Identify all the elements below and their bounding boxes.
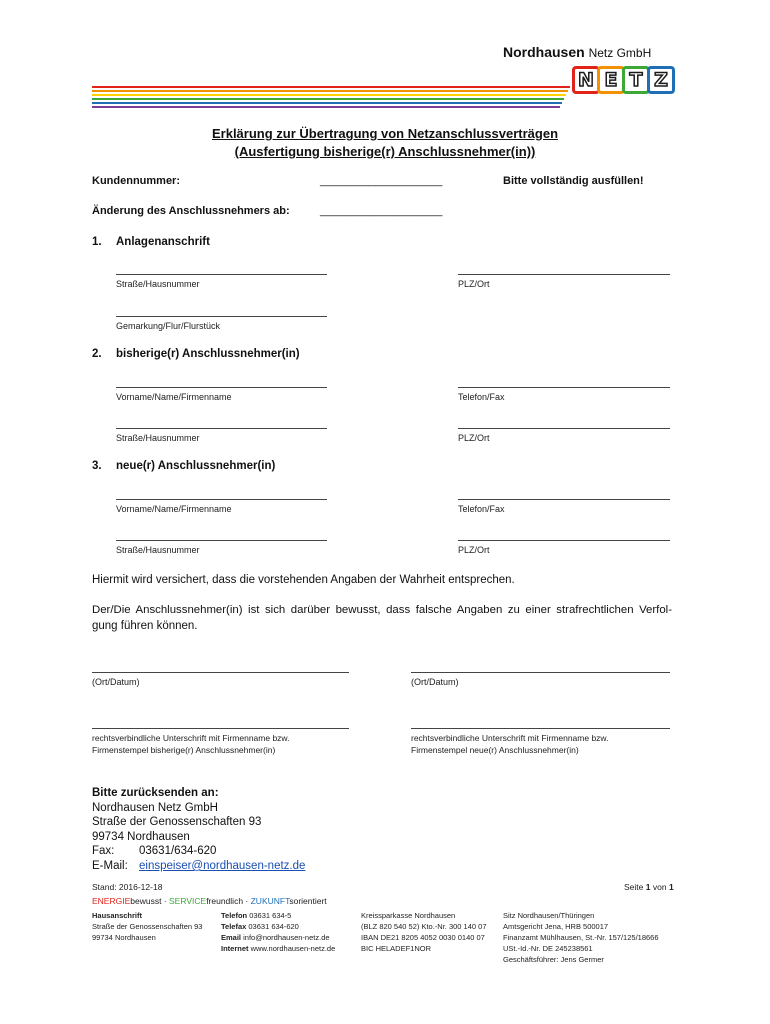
slogan-zukunft: ZUKUNFT: [250, 896, 290, 906]
declaration-text-2a: Der/Die Anschlussnehmer(in) ist sich darüber bewusst, dass falsche Angaben zu einer strafrechtlichen Verfol-: [92, 604, 672, 616]
section2-title: bisherige(r) Anschlussnehmer(in): [116, 348, 300, 360]
footer-col-address: [92, 910, 202, 943]
document-title-line2: (Ausfertigung bisherige(r) Anschlussnehmer(in)): [234, 144, 536, 159]
footer-phone-key: Telefon: [221, 911, 248, 920]
section3-street-field[interactable]: [116, 540, 327, 541]
footer-email-key: Email: [221, 933, 242, 942]
section3-city-field[interactable]: [458, 540, 670, 541]
footer-bank-bic: BIC HELADEF1NOR: [361, 944, 432, 953]
netz-logo-letter-t: T: [622, 66, 650, 94]
return-email-label: E-Mail:: [92, 859, 128, 872]
section1-number: 1.: [92, 236, 102, 248]
signature-left-label-2: Firmenstempel bisherige(r) Anschlussnehmer(in): [92, 745, 276, 755]
section1-city-label: PLZ/Ort: [458, 279, 490, 289]
section2-phone-field[interactable]: [458, 387, 670, 388]
footer-fax: [221, 921, 335, 932]
brand-rest: Netz GmbH: [588, 46, 652, 60]
footer-bank-iban: IBAN DE21 8205 4052 0030 0140 07: [361, 933, 485, 942]
header-stripe: [92, 90, 568, 92]
section3-phone-field[interactable]: [458, 499, 670, 500]
brand-name: [503, 44, 651, 60]
footer-web-key: Internet: [221, 944, 249, 953]
netz-logo-letter-n: N: [572, 66, 600, 94]
page-current: 1: [645, 882, 651, 892]
return-fax-value: 03631/634-620: [139, 845, 217, 858]
footer-col-contact: [221, 910, 335, 954]
section2-street-label: Straße/Hausnummer: [116, 433, 200, 443]
footer-web: [221, 943, 335, 954]
section1-parcel-field[interactable]: [116, 316, 327, 317]
footer-bank-name: Kreissparkasse Nordhausen: [361, 911, 456, 920]
footer-email: [221, 932, 335, 943]
section3-name-label: Vorname/Name/Firmenname: [116, 504, 232, 514]
footer-court: Amtsgericht Jena, HRB 500017: [503, 922, 609, 931]
section1-title: Anlagenanschrift: [116, 236, 210, 248]
slogan-text-1: bewusst ·: [130, 896, 170, 906]
signature-right-field[interactable]: [411, 728, 670, 729]
complete-note: Bitte vollständig ausfüllen!: [503, 175, 644, 187]
return-email: [92, 859, 305, 874]
footer-fax-value: 03631 634-620: [248, 922, 299, 931]
section3-title: neue(r) Anschlussnehmer(in): [116, 460, 276, 472]
slogan-text-3: sorientiert: [289, 896, 327, 906]
return-heading: Bitte zurücksenden an:: [92, 787, 219, 799]
header-stripe: [92, 98, 564, 100]
netz-logo-letter-e: E: [597, 66, 625, 94]
section3-number: 3.: [92, 460, 102, 472]
declaration-text-2b: gung führen können.: [92, 620, 198, 632]
footer-email-value[interactable]: info@nordhausen-netz.de: [243, 933, 330, 942]
section1-city-field[interactable]: [458, 274, 670, 275]
section1-parcel-label: Gemarkung/Flur/Flurstück: [116, 321, 221, 331]
place-date-right-field[interactable]: [411, 672, 670, 673]
brand-bold: Nordhausen: [503, 44, 585, 60]
section2-number: 2.: [92, 348, 102, 360]
page-prefix: Seite: [624, 882, 644, 892]
page-total: 1: [668, 882, 674, 892]
section3-phone-label: Telefon/Fax: [458, 504, 505, 514]
footer-vat-id: USt.-Id.-Nr. DE 245238561: [503, 944, 593, 953]
footer-col-bank: [361, 910, 487, 954]
footer-web-value[interactable]: www.nordhausen-netz.de: [250, 944, 336, 953]
footer-tax-office: Finanzamt Mühlhausen, St.-Nr. 157/125/18666: [503, 933, 659, 942]
header-stripe: [92, 102, 562, 104]
header-stripe: [92, 94, 566, 96]
footer-bank-account: (BLZ 820 540 52) Kto.-Nr. 300 140 07: [361, 922, 487, 931]
section2-name-field[interactable]: [116, 387, 327, 388]
change-date-label: Änderung des Anschlussnehmers ab:: [92, 205, 290, 217]
signature-right-label-2: Firmenstempel neue(r) Anschlussnehmer(in): [411, 745, 579, 755]
footer-address-street: Straße der Genossenschaften 93: [92, 922, 203, 931]
slogan-energie: ENERGIE: [92, 896, 131, 906]
footer-seat: Sitz Nordhausen/Thüringen: [503, 911, 595, 920]
footer-col-legal: [503, 910, 659, 965]
footer-address-heading: Hausanschrift: [92, 911, 143, 920]
return-address: [92, 786, 305, 874]
section1-street-label: Straße/Hausnummer: [116, 279, 200, 289]
section2-city-field[interactable]: [458, 428, 670, 429]
section3-name-field[interactable]: [116, 499, 327, 500]
return-city: 99734 Nordhausen: [92, 830, 190, 843]
signature-left-label-1: rechtsverbindliche Unterschrift mit Firmenname bzw.: [92, 733, 290, 743]
place-date-left-field[interactable]: [92, 672, 349, 673]
section3-street-label: Straße/Hausnummer: [116, 545, 200, 555]
footer-page-number: [624, 882, 674, 893]
place-date-right-label: (Ort/Datum): [411, 677, 459, 687]
netz-logo-letter-z: Z: [647, 66, 675, 94]
section2-street-field[interactable]: [116, 428, 327, 429]
section1-street-field[interactable]: [116, 274, 327, 275]
page-mid: von: [652, 882, 667, 892]
return-fax: [92, 844, 305, 859]
signature-right-label-1: rechtsverbindliche Unterschrift mit Firmenname bzw.: [411, 733, 609, 743]
footer-phone: [221, 910, 335, 921]
declaration-text-1: Hiermit wird versichert, dass die vorstehenden Angaben der Wahrheit entsprechen.: [92, 574, 515, 586]
slogan-service: SERVICE: [169, 896, 207, 906]
footer-phone-value: 03631 634-5: [249, 911, 292, 920]
section2-phone-label: Telefon/Fax: [458, 392, 505, 402]
document-title-line1: Erklärung zur Übertragung von Netzanschlussverträgen: [211, 126, 559, 141]
footer-slogan: [92, 896, 327, 907]
section3-city-label: PLZ/Ort: [458, 545, 490, 555]
customer-number-field[interactable]: ____________________: [320, 175, 443, 187]
section2-name-label: Vorname/Name/Firmenname: [116, 392, 232, 402]
footer-fax-key: Telefax: [221, 922, 247, 931]
customer-number-label: Kundennummer:: [92, 175, 180, 187]
slogan-text-2: freundlich ·: [206, 896, 251, 906]
return-company: Nordhausen Netz GmbH: [92, 801, 218, 814]
header-stripe: [92, 106, 560, 108]
change-date-field[interactable]: ____________________: [320, 205, 443, 217]
return-street: Straße der Genossenschaften 93: [92, 816, 262, 829]
header-stripe: [92, 86, 570, 88]
place-date-left-label: (Ort/Datum): [92, 677, 140, 687]
signature-left-field[interactable]: [92, 728, 349, 729]
section2-city-label: PLZ/Ort: [458, 433, 490, 443]
footer-address-city: 99734 Nordhausen: [92, 933, 156, 942]
return-email-link[interactable]: einspeiser@nordhausen-netz.de: [139, 859, 306, 872]
footer-managing-director: Geschäftsführer: Jens Germer: [503, 955, 604, 964]
footer-date: Stand: 2016-12-18: [92, 882, 163, 892]
return-fax-label: Fax:: [92, 845, 115, 858]
